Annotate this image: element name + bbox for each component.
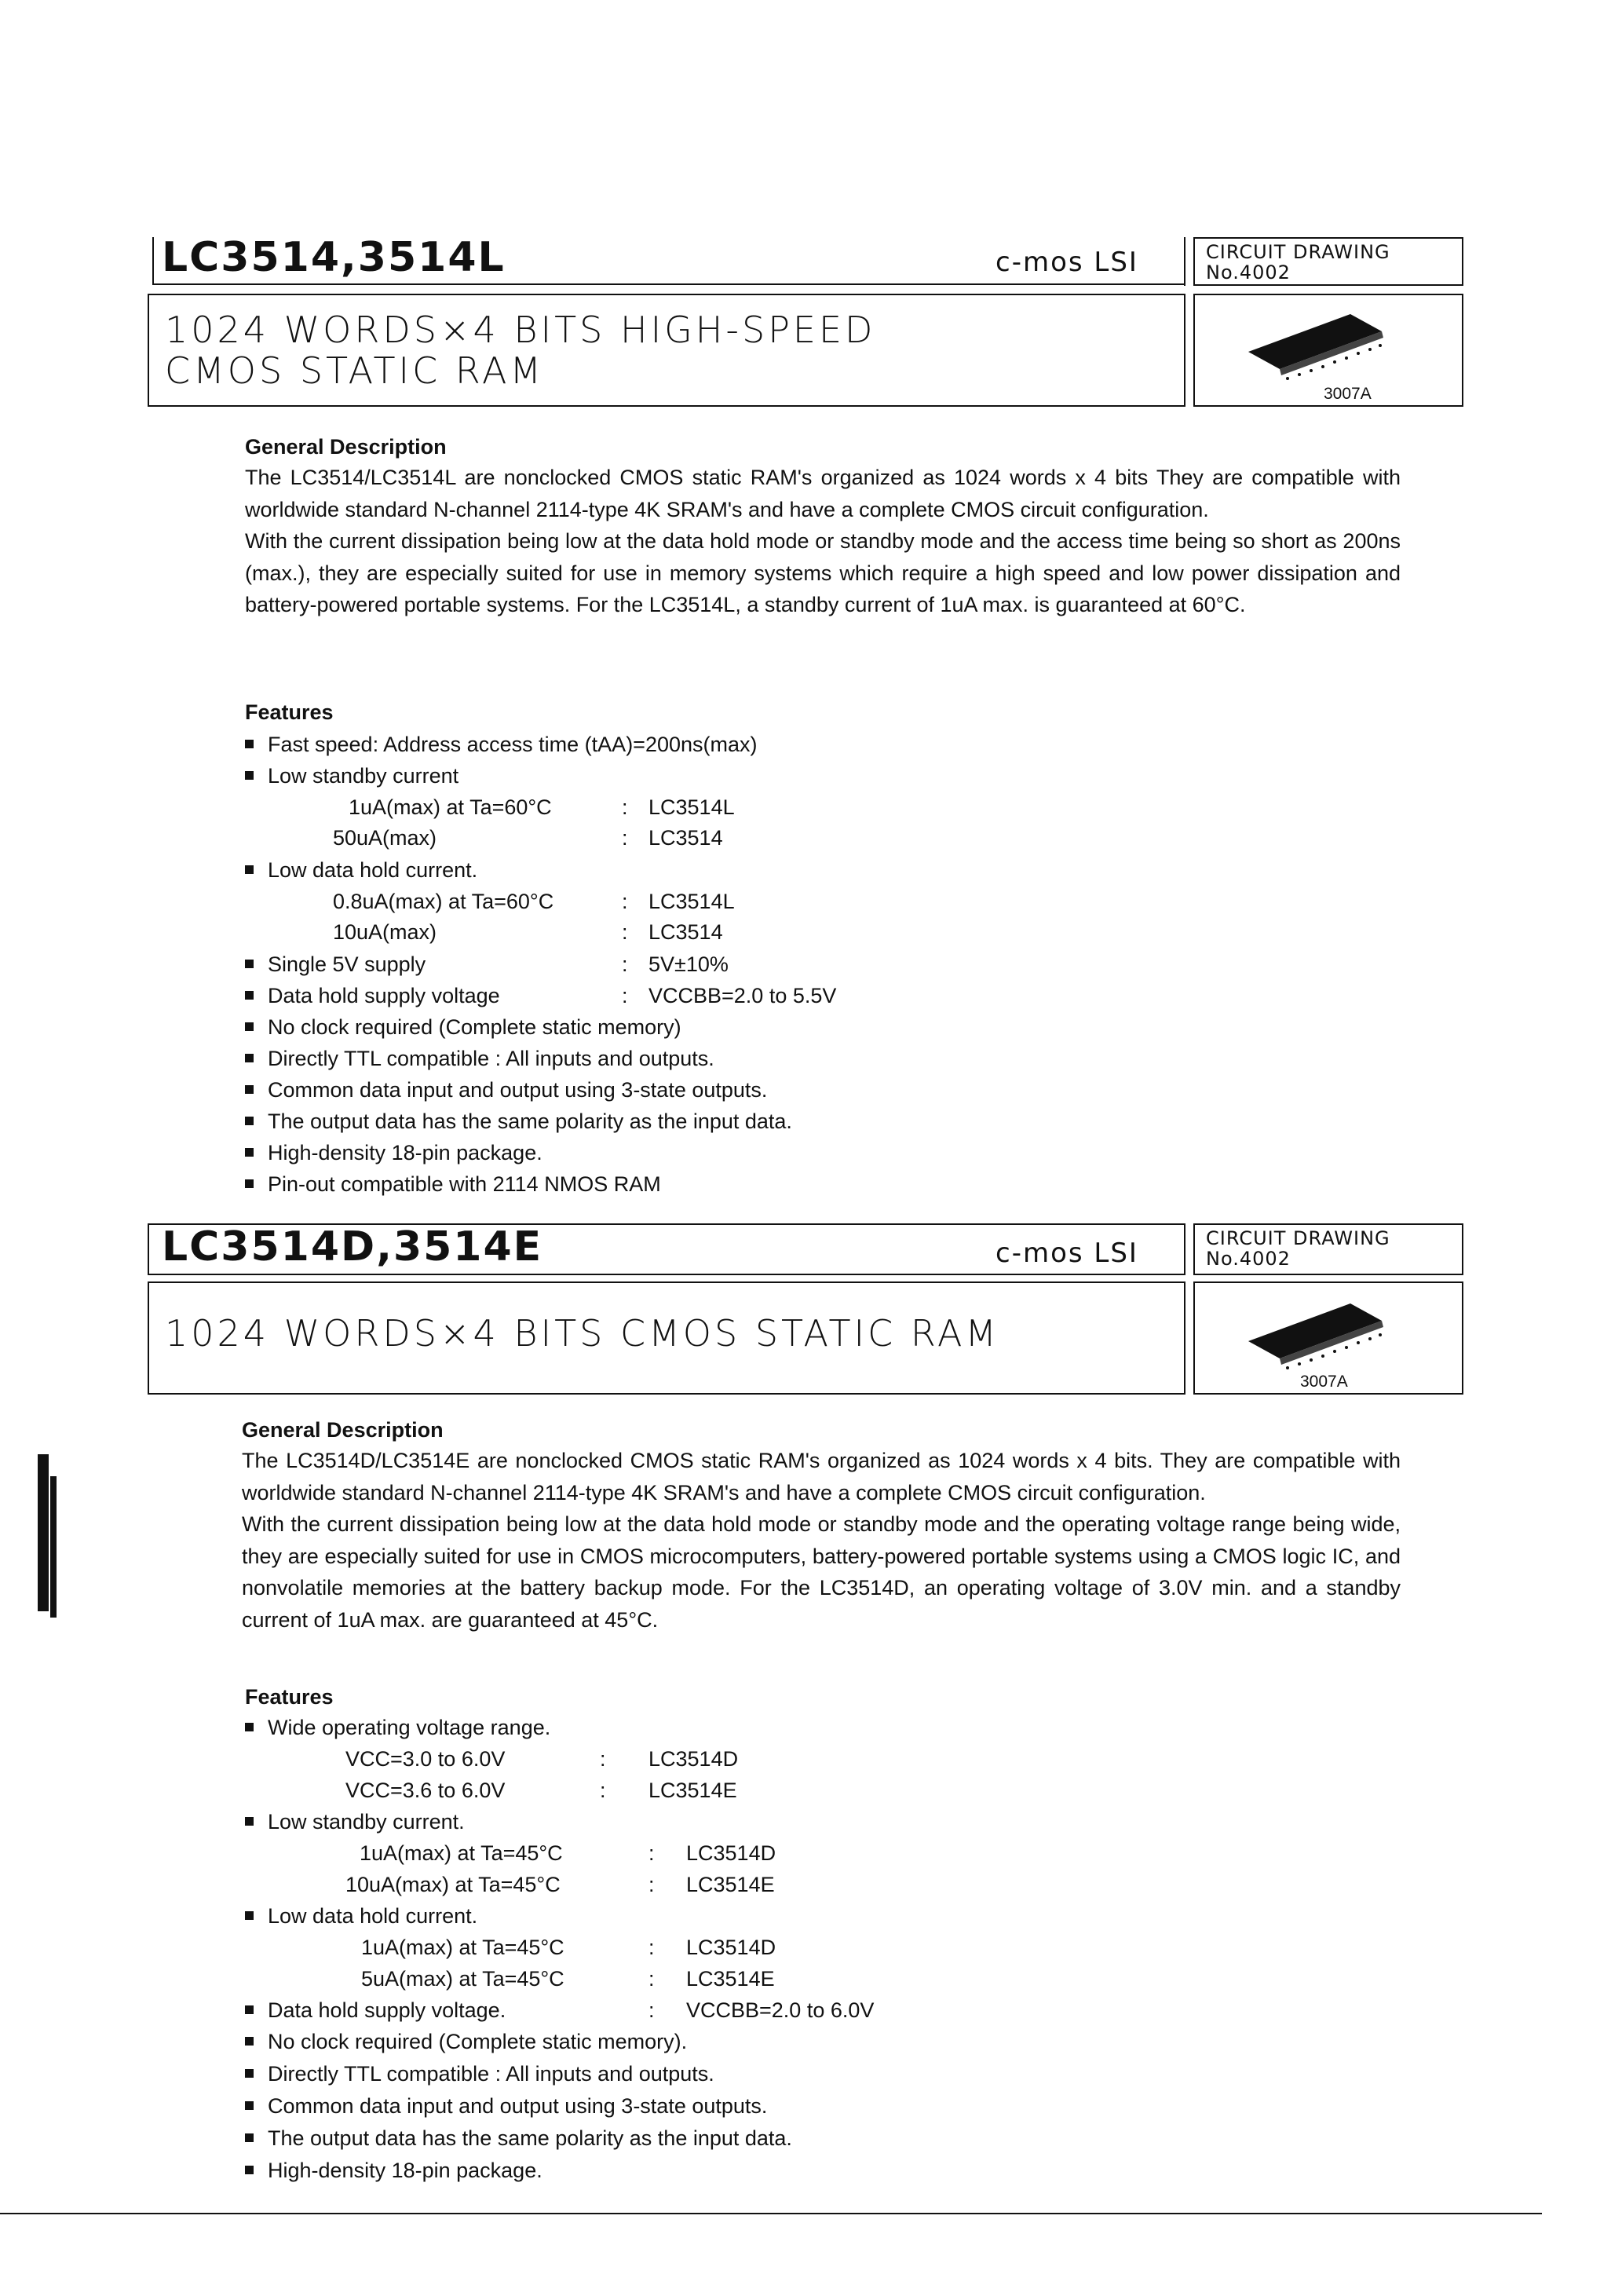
general-description-heading: General Description <box>245 435 447 459</box>
bullet-icon <box>245 1148 254 1157</box>
feature-item: The output data has the same polarity as the input data. <box>245 1106 792 1137</box>
feature-condition: 1uA(max) at Ta=60°C <box>349 795 552 819</box>
separator-colon: : <box>648 1967 655 1991</box>
feature-item: High-density 18-pin package. <box>245 1137 542 1168</box>
binding-edge-mark <box>50 1476 57 1618</box>
general-description-heading: General Description <box>242 1418 444 1442</box>
bullet-icon <box>245 2005 254 2014</box>
feature-item: Data hold supply voltage. <box>245 1994 506 2026</box>
feature-condition: 1uA(max) at Ta=45°C <box>361 1936 564 1959</box>
feature-item: Fast speed: Address access time (tAA)=200ns(max) <box>245 729 758 760</box>
family-label: c-mos LSI <box>995 1238 1138 1269</box>
feature-item: No clock required (Complete static memory) <box>245 1011 681 1043</box>
feature-item: Wide operating voltage range. <box>245 1712 550 1743</box>
feature-item: Pin-out compatible with 2114 NMOS RAM <box>245 1168 661 1200</box>
feature-value: VCCBB=2.0 to 6.0V <box>686 1998 875 2022</box>
part-title: LC3514,3514L <box>162 234 506 281</box>
general-description <box>242 1445 1401 1636</box>
package-code: 3007A <box>1324 385 1372 403</box>
circuit-drawing-box <box>1193 1223 1463 1275</box>
description-paragraph: With the current dissipation being low at the data hold mode or standby mode and the access time being so short as 200ns (max.), they are especially suited for use in memory systems which require a high speed and low power dissipation and battery-powered portable systems. For the LC3514L, a standby current of 1uA max. is guaranteed at 60°C. <box>245 529 1401 616</box>
feature-condition: 1uA(max) at Ta=45°C <box>360 1841 563 1865</box>
bullet-icon <box>245 2133 254 2142</box>
subtitle-line-1: 1024 WORDS×4 BITS HIGH-SPEED <box>165 309 876 351</box>
feature-item: Directly TTL compatible : All inputs and outputs. <box>245 1043 714 1074</box>
feature-condition: 10uA(max) at Ta=45°C <box>345 1873 561 1896</box>
bullet-icon <box>245 991 254 1000</box>
bullet-icon <box>245 1723 254 1731</box>
package-code: 3007A <box>1300 1373 1348 1391</box>
feature-item: Single 5V supply <box>245 949 426 980</box>
circuit-drawing-number: No.4002 <box>1206 261 1291 283</box>
feature-item: No clock required (Complete static memory). <box>245 2026 687 2057</box>
feature-item: High-density 18-pin package. <box>245 2155 542 2186</box>
feature-item: Data hold supply voltage <box>245 980 500 1011</box>
bullet-icon <box>245 2101 254 2110</box>
description-paragraph: The LC3514D/LC3514E are nonclocked CMOS static RAM's organized as 1024 words x 4 bits. They are compatible with worldwide standard N-channel 2114-type 4K SRAM's and have a complete CMOS circuit configuration. <box>242 1449 1401 1504</box>
separator-colon: : <box>648 1936 655 1959</box>
features-heading: Features <box>245 700 334 724</box>
bullet-icon <box>245 2166 254 2174</box>
feature-item: Common data input and output using 3-state outputs. <box>245 1074 767 1106</box>
part-title: LC3514D,3514E <box>162 1223 543 1270</box>
description-paragraph: The LC3514/LC3514L are nonclocked CMOS static RAM's organized as 1024 words x 4 bits They are compatible with worldwide standard N-channel 2114-type 4K SRAM's and have a complete CMOS circuit configuration. <box>245 466 1401 521</box>
separator-colon: : <box>648 1841 655 1865</box>
feature-condition: VCC=3.6 to 6.0V <box>345 1779 506 1802</box>
separator-colon: : <box>648 1998 655 2022</box>
separator-colon: : <box>622 795 628 819</box>
separator-colon: : <box>622 890 628 913</box>
feature-value: 5V±10% <box>648 952 729 976</box>
feature-item: Low standby current. <box>245 1806 465 1837</box>
circuit-drawing-number: No.4002 <box>1206 1248 1291 1270</box>
circuit-drawing-label: CIRCUIT DRAWING <box>1206 241 1390 263</box>
feature-value: VCCBB=2.0 to 5.5V <box>648 984 837 1007</box>
bullet-icon <box>245 771 254 780</box>
feature-item: Low data hold current. <box>245 1900 477 1932</box>
feature-part: LC3514D <box>648 1747 739 1771</box>
feature-part: LC3514 <box>648 826 723 850</box>
feature-part: LC3514D <box>686 1936 776 1959</box>
feature-condition: 0.8uA(max) at Ta=60°C <box>333 890 554 913</box>
bullet-icon <box>245 2037 254 2046</box>
bullet-icon <box>245 1022 254 1031</box>
features-heading: Features <box>245 1685 334 1709</box>
feature-part: LC3514L <box>648 795 735 819</box>
separator-colon: : <box>600 1747 606 1771</box>
feature-part: LC3514L <box>648 890 735 913</box>
binding-edge-mark <box>38 1454 49 1611</box>
bullet-icon <box>245 1054 254 1062</box>
chip-package-icon <box>1240 306 1397 385</box>
separator-colon: : <box>622 952 628 976</box>
feature-item: Low data hold current. <box>245 854 477 886</box>
bullet-icon <box>245 1817 254 1826</box>
bullet-icon <box>245 1911 254 1920</box>
feature-item: Low standby current <box>245 760 458 792</box>
feature-item: Directly TTL compatible : All inputs and outputs. <box>245 2058 714 2089</box>
feature-part: LC3514E <box>686 1967 775 1991</box>
bullet-icon <box>245 1085 254 1094</box>
bullet-icon <box>245 960 254 968</box>
bullet-icon <box>245 1117 254 1125</box>
bullet-icon <box>245 1179 254 1188</box>
feature-condition: VCC=3.0 to 6.0V <box>345 1747 506 1771</box>
chip-package-icon <box>1240 1296 1397 1374</box>
title-left-rule <box>152 237 154 284</box>
feature-condition: 10uA(max) <box>333 920 437 944</box>
feature-part: LC3514D <box>686 1841 776 1865</box>
page-bottom-rule <box>0 2213 1542 2214</box>
feature-item: The output data has the same polarity as the input data. <box>245 2122 792 2154</box>
bullet-icon <box>245 865 254 874</box>
general-description <box>245 462 1401 621</box>
family-label: c-mos LSI <box>995 247 1138 278</box>
feature-part: LC3514 <box>648 920 723 944</box>
separator-colon: : <box>622 984 628 1007</box>
feature-part: LC3514E <box>648 1779 737 1802</box>
feature-part: LC3514E <box>686 1873 775 1896</box>
separator-colon: : <box>622 920 628 944</box>
feature-item: Common data input and output using 3-state outputs. <box>245 2090 767 2122</box>
separator-colon: : <box>622 826 628 850</box>
title-underline <box>152 283 1185 285</box>
title-divider <box>1184 237 1185 286</box>
description-paragraph: With the current dissipation being low at the data hold mode or standby mode and the operating voltage range being wide, they are especially suited for use in CMOS microcomputers, battery-powered portable systems using a CMOS logic IC, and nonvolatile memories at the battery backup mode. For the LC3514D, an operating voltage of 3.0V min. and a standby current of 1uA max. are guaranteed at 45°C. <box>242 1512 1401 1632</box>
bullet-icon <box>245 740 254 748</box>
feature-condition: 5uA(max) at Ta=45°C <box>361 1967 564 1991</box>
subtitle-line-2: CMOS STATIC RAM <box>165 349 545 392</box>
bullet-icon <box>245 2069 254 2078</box>
feature-condition: 50uA(max) <box>333 826 437 850</box>
separator-colon: : <box>600 1779 606 1802</box>
separator-colon: : <box>648 1873 655 1896</box>
subtitle-line-1: 1024 WORDS×4 BITS CMOS STATIC RAM <box>165 1312 1000 1355</box>
circuit-drawing-box <box>1193 237 1463 286</box>
circuit-drawing-label: CIRCUIT DRAWING <box>1206 1227 1390 1249</box>
